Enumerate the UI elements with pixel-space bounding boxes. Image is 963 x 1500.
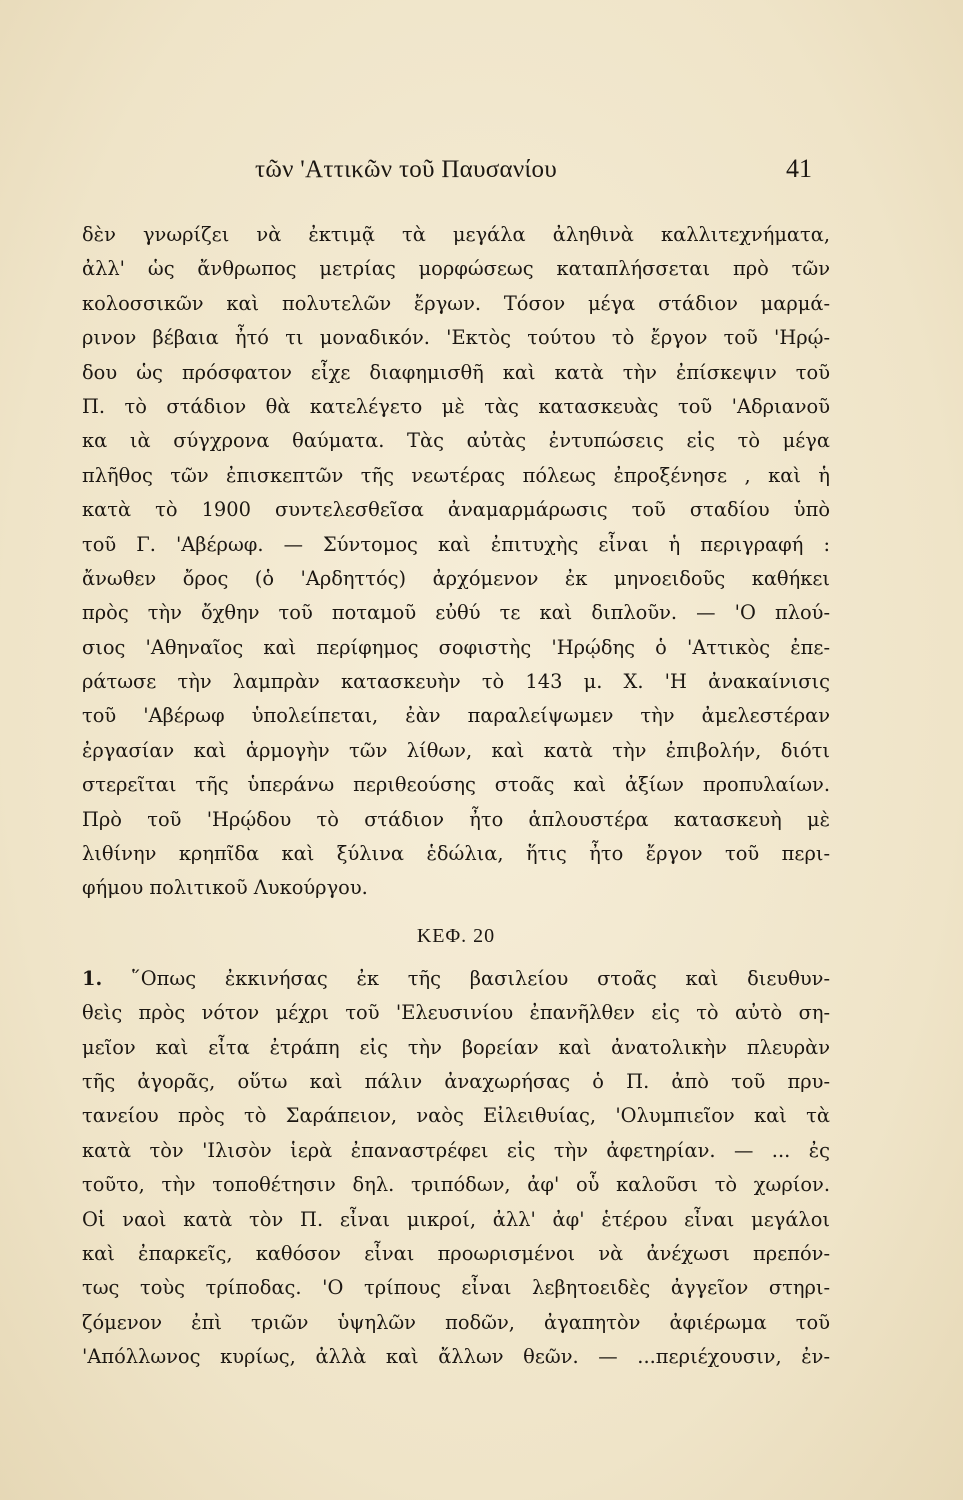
text-line: δου ὡς πρόσφατον εἶχε διαφημισθῆ καὶ κατὰ τὴν ἐπίσκεψιν τοῦ [82, 360, 830, 384]
paragraph-1 [82, 218, 830, 906]
text-line: τοῦτο, τὴν τοποθέτησιν δηλ. τριπόδων, ἀφ' οὗ καλοῦσι τὸ χωρίον. [82, 1173, 830, 1197]
text-line: πλῆθος τῶν ἐπισκεπτῶν τῆς νεωτέρας πόλεως ἐπροξένησε , καὶ ἡ [82, 463, 830, 487]
text-line: δὲν γνωρίζει νὰ ἐκτιμᾷ τὰ μεγάλα ἀληθινὰ καλλιτεχνήματα, [82, 223, 830, 246]
text-line: στερεῖται τῆς ὑπεράνω περιθεούσης στοᾶς καὶ ἀξίων προπυλαίων. [82, 773, 830, 797]
text-line: τῆς ἀγορᾶς, οὕτω καὶ πάλιν ἀναχωρήσας ὁ Π. ἀπὸ τοῦ πρυ- [82, 1069, 830, 1093]
text-line: Οἱ ναοὶ κατὰ τὸν Π. εἶναι μικροί, ἀλλ' ἀφ' ἑτέρου εἶναι μεγάλοι [82, 1207, 830, 1231]
text-line: ἐργασίαν καὶ ἁρμογὴν τῶν λίθων, καὶ κατὰ τὴν ἐπιβολήν, διότι [82, 738, 830, 762]
text-line: κατὰ τὸ 1900 συντελεσθεῖσα ἀναμαρμάρωσις τοῦ σταδίου ὑπὸ [82, 498, 830, 522]
chapter-heading: ΚΕΦ. 20 [416, 924, 496, 947]
text-line: κα ιὰ σύγχρονα θαύματα. Τὰς αὐτὰς ἐντυπώσεις εἰς τὸ μέγα [82, 429, 830, 453]
text-line: ζόμενον ἐπὶ τριῶν ὑψηλῶν ποδῶν, ἀγαπητὸν ἀφιέρωμα τοῦ [82, 1310, 830, 1334]
paragraph-number: 1. [82, 966, 103, 990]
text-line: καὶ ἐπαρκεῖς, καθόσον εἶναι προωρισμένοι νὰ ἀνέχωσι πρεπόν- [82, 1241, 830, 1265]
page-number: 41 [786, 154, 812, 183]
text-line: κολοσσικῶν καὶ πολυτελῶν ἔργων. Τόσον μέγα στάδιον μαρμά- [82, 291, 830, 315]
text-line: μεῖον καὶ εἶτα ἐτράπη εἰς τὴν βορείαν καὶ ἀνατολικὴν πλευρὰν [82, 1035, 830, 1059]
text-line: ρινον βέβαια ἦτό τι μοναδικόν. 'Εκτὸς τούτου τὸ ἔργον τοῦ 'Ηρῴ- [82, 326, 830, 350]
text-line: ἀλλ' ὡς ἄνθρωπος μετρίας μορφώσεως καταπλήσσεται πρὸ τῶν [82, 257, 830, 281]
text-line: τανείου πρὸς τὸ Σαράπειον, ναὸς Εἰλειθυίας, 'Ολυμπιεῖον καὶ τὰ [82, 1104, 830, 1128]
page-header [0, 150, 963, 190]
text-line: Π. τὸ στάδιον θὰ κατελέγετο μὲ τὰς κατασκευὰς τοῦ 'Αδριανοῦ [82, 394, 830, 418]
paragraph-2 [82, 962, 830, 1375]
running-head: τῶν 'Αττικῶν τοῦ Παυσανίου [255, 156, 558, 183]
text-line: Πρὸ τοῦ 'Ηρῴδου τὸ στάδιον ἦτο ἁπλουστέρα κατασκευὴ μὲ [82, 807, 830, 831]
text-line: ἄνωθεν ὄρος (ὁ 'Αρδηττός) ἀρχόμενον ἐκ μηνοειδοῦς καθήκει [82, 566, 830, 590]
body-text [82, 218, 830, 1375]
text-line: τοῦ Γ. 'Αβέρωφ. — Σύντομος καὶ ἐπιτυχὴς εἶναι ἡ περιγραφή : [82, 532, 830, 556]
text-line: θεὶς πρὸς νότον μέχρι τοῦ 'Ελευσινίου ἐπανῆλθεν εἰς τὸ αὐτὸ ση- [82, 1001, 830, 1025]
text-line: κατὰ τὸν 'Ιλισὸν ἱερὰ ἐπαναστρέφει εἰς τὴν ἀφετηρίαν. — ... ἐς [82, 1138, 830, 1162]
text-line: ράτωσε τὴν λαμπρὰν κατασκευὴν τὸ 143 μ. Χ. 'Η ἀνακαίνισις [82, 670, 830, 694]
text-line: φήμου πολιτικοῦ Λυκούργου. [82, 876, 368, 900]
text-line: πρὸς τὴν ὄχθην τοῦ ποταμοῦ εὐθύ τε καὶ διπλοῦν. — 'Ο πλού- [82, 601, 830, 625]
text-line: 'Απόλλωνος κυρίως, ἀλλὰ καὶ ἄλλων θεῶν. — ...περιέχουσιν, ἐν- [82, 1345, 830, 1369]
text-line-first [82, 962, 830, 996]
text-line: λιθίνην κρηπῖδα καὶ ξύλινα ἑδώλια, ἥτις ἦτο ἔργον τοῦ περι- [82, 842, 830, 866]
text-line-content: ῞Οπως ἐκκινήσας ἐκ τῆς βασιλείου στοᾶς καὶ διευθυν- [131, 966, 830, 990]
text-line: σιος 'Αθηναῖος καὶ περίφημος σοφιστὴς 'Ηρῴδης ὁ 'Αττικὸς ἐπε- [82, 635, 830, 659]
text-line: τοῦ 'Αβέρωφ ὑπολείπεται, ἐὰν παραλείψωμεν τὴν ἀμελεστέραν [82, 704, 830, 728]
text-line: τως τοὺς τρίποδας. 'Ο τρίπους εἶναι λεβητοειδὲς ἀγγεῖον στηρι- [82, 1276, 830, 1300]
